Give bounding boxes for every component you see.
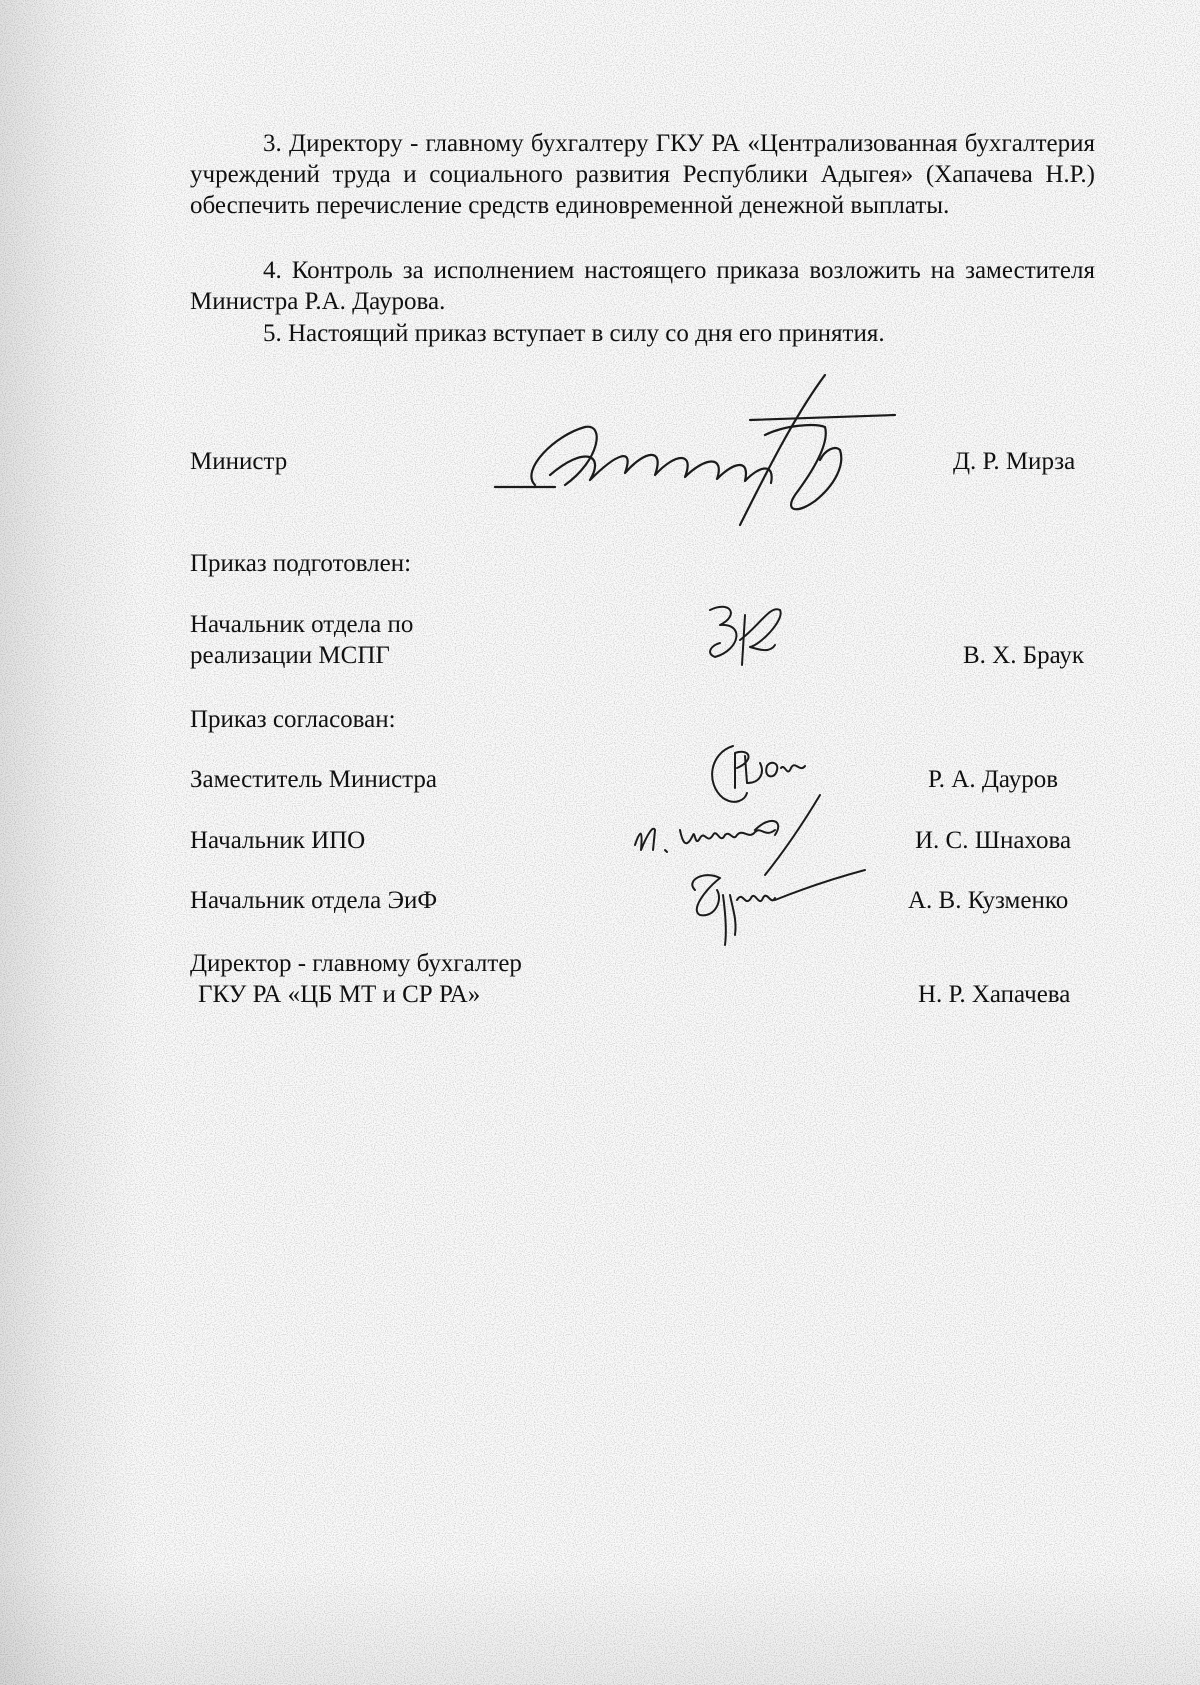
minister-name: Д. Р. Мирза: [953, 448, 1076, 475]
paragraph-5: 5. Настоящий приказ вступает в силу со дня его принятия.: [263, 320, 885, 347]
prepared-signature: [700, 595, 820, 675]
agreed-heading: Приказ согласован:: [190, 706, 396, 733]
agreed-title-1: Заместитель Министра: [190, 766, 437, 793]
minister-signature: [495, 375, 915, 535]
paragraph-3: 3. Директору - главному бухгалтеру ГКУ РА «Централизованная бухгалтерия учреждений труда и социального развития Республики Адыгея» (Хапачева Н.Р.) обеспечить перечисление средств единовременной денежной выплаты.: [190, 130, 1095, 219]
prepared-heading: Приказ подготовлен:: [190, 550, 412, 577]
accountant-title-line1: Директор - главному бухгалтер: [190, 950, 522, 977]
prepared-title-line1: Начальник отдела по: [190, 611, 414, 638]
agreed-title-3: Начальник отдела ЭиФ: [190, 887, 438, 914]
agreed-title-2: Начальник ИПО: [190, 827, 366, 854]
paragraph-4: 4. Контроль за исполнением настоящего приказа возложить на заместителя Министра Р.А. Даурова.: [190, 257, 1095, 315]
agreed-name-2: И. С. Шнахова: [915, 827, 1072, 854]
accountant-name: Н. Р. Хапачева: [918, 981, 1071, 1008]
accountant-title-line2: ГКУ РА «ЦБ МТ и СР РА»: [198, 981, 481, 1008]
agreed-signature-3: [675, 860, 875, 950]
prepared-name: В. Х. Браук: [963, 642, 1085, 669]
agreed-name-1: Р. А. Дауров: [928, 766, 1059, 793]
agreed-name-3: А. В. Кузменко: [908, 887, 1069, 914]
prepared-title-line2: реализации МСПГ: [190, 642, 390, 669]
minister-title: Министр: [190, 448, 288, 475]
